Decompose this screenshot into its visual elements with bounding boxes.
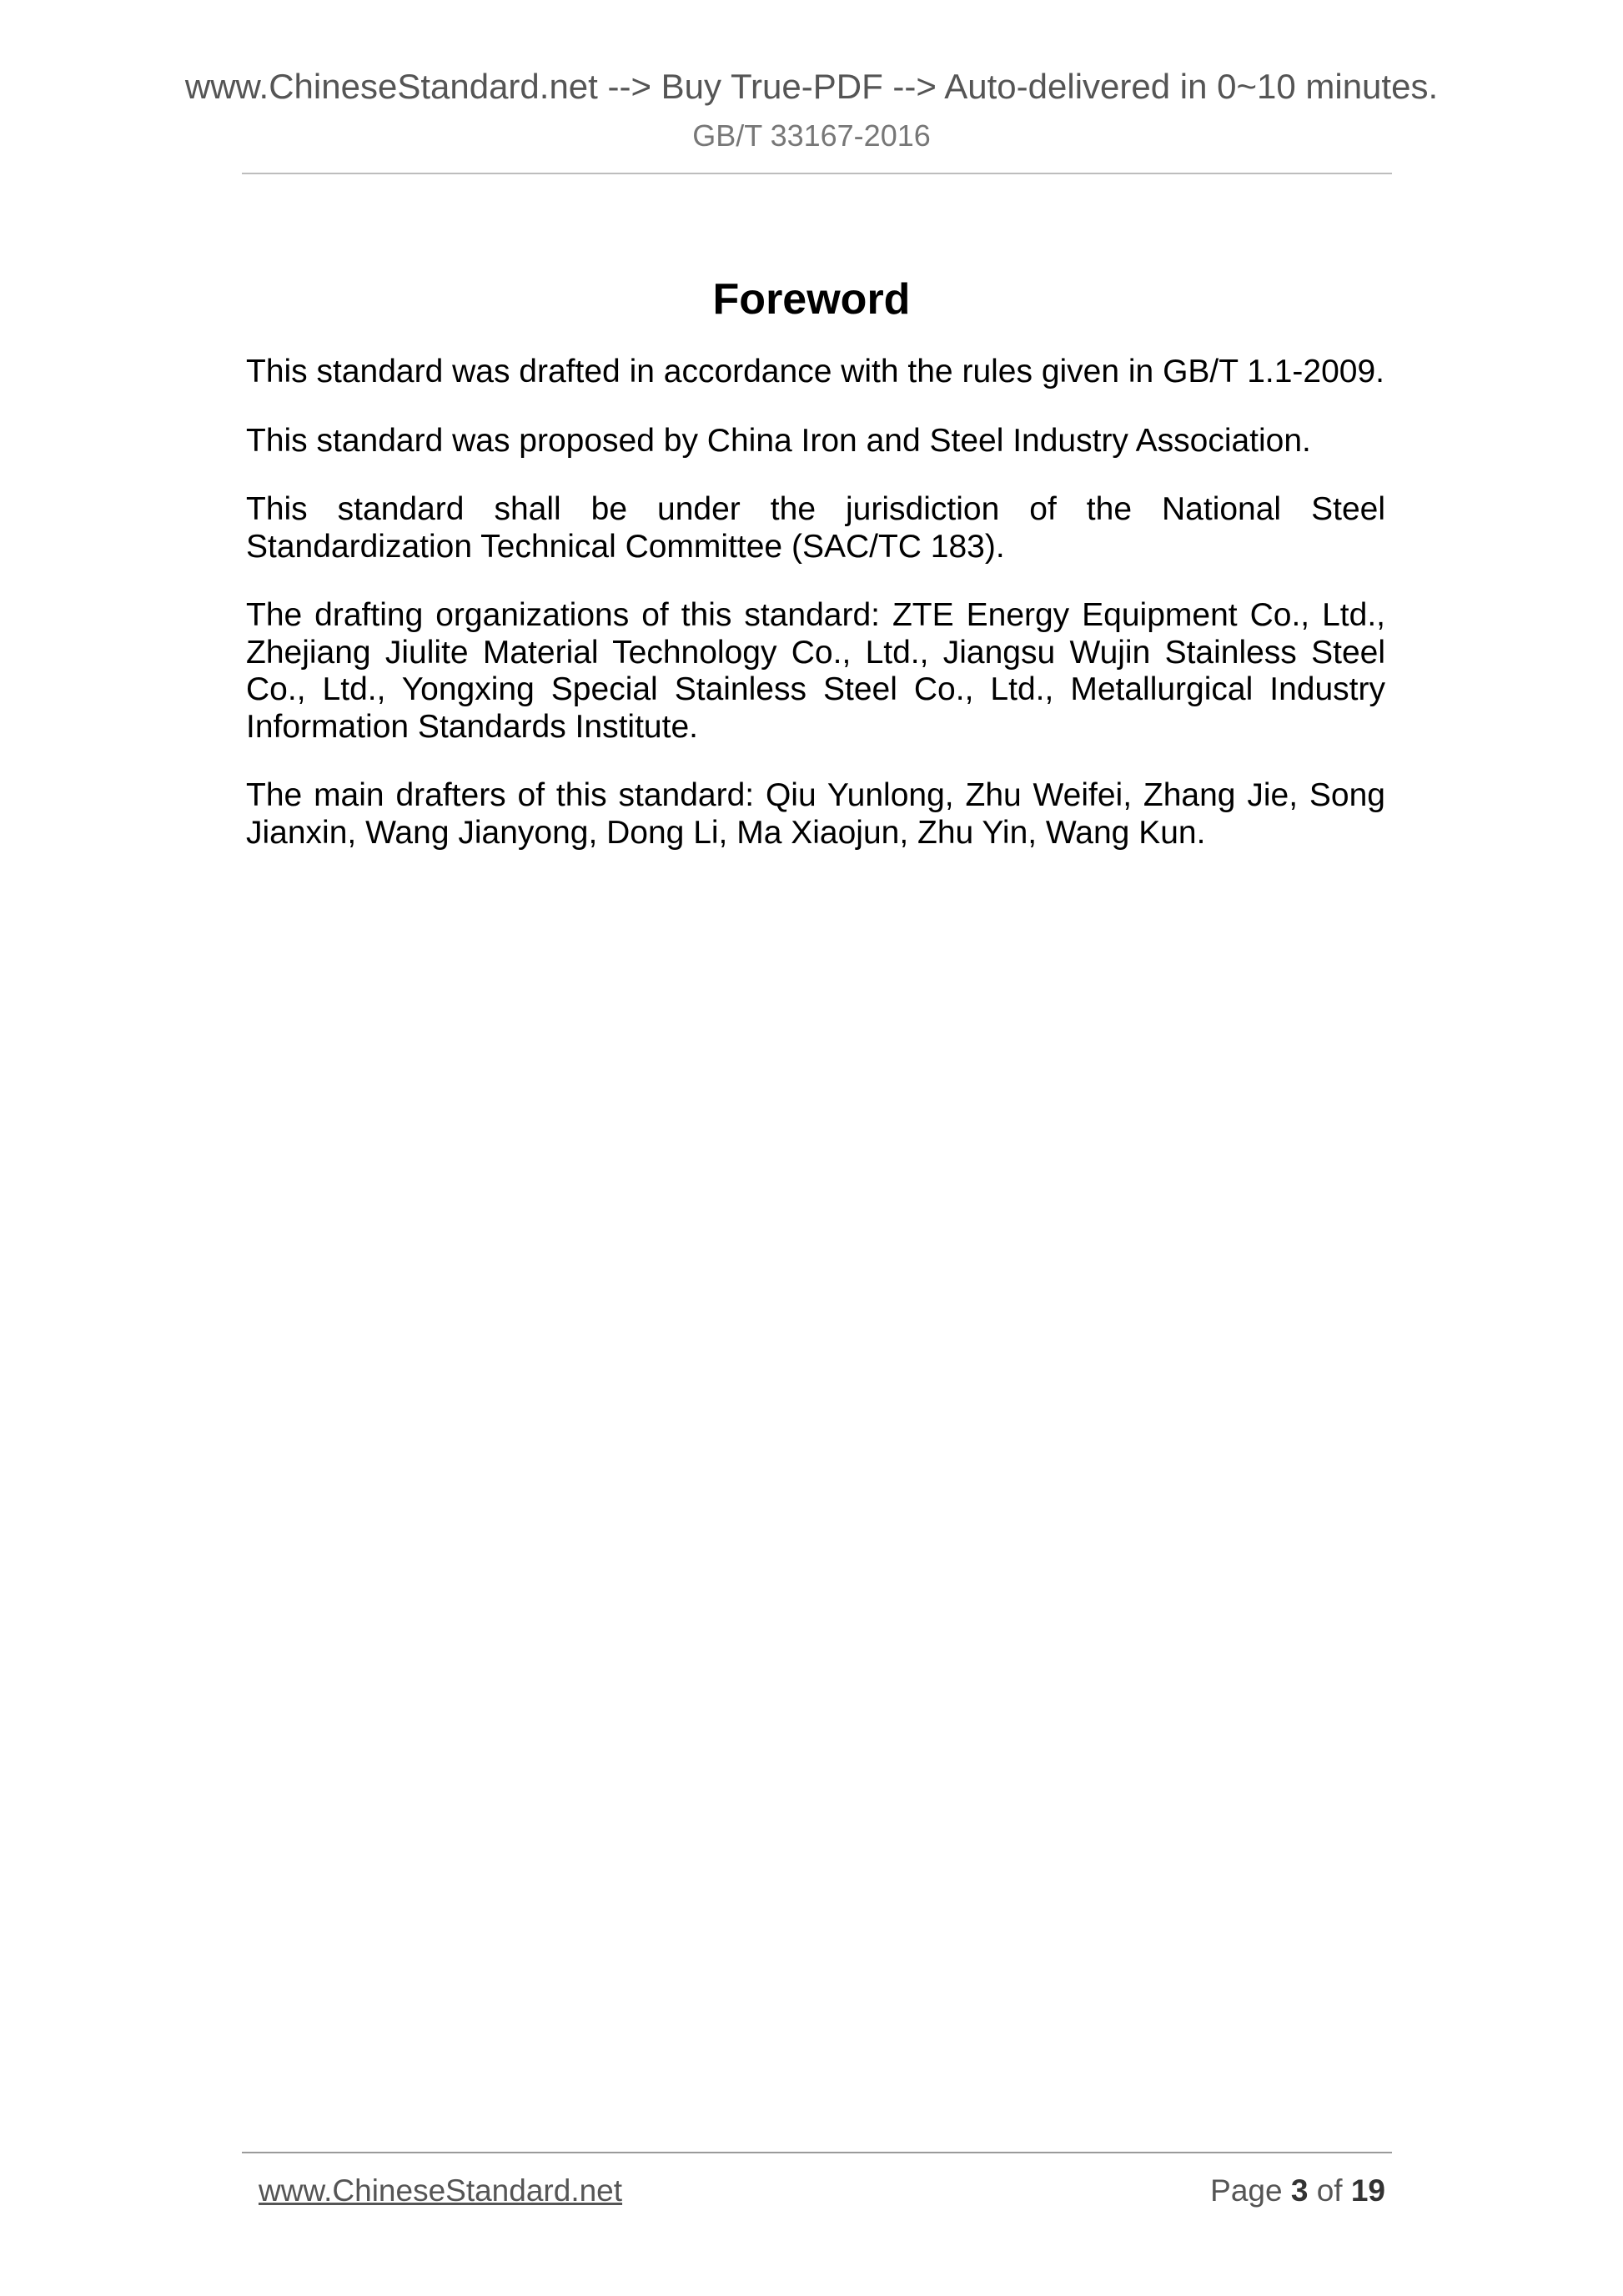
page-counter (1210, 2172, 1385, 2210)
paragraph-proposed-by: This standard was proposed by China Iron and Steel Industry Association. (246, 422, 1311, 459)
page-title: Foreword (712, 275, 911, 324)
footer-divider (242, 2152, 1392, 2153)
footer-website-link[interactable]: www.ChineseStandard.net (259, 2173, 623, 2208)
paragraph-jurisdiction: This standard shall be under the jurisdiction of the National Steel Standardization Technical Committee (SAC/TC 183). (246, 491, 1385, 565)
page-word: Page (1210, 2173, 1283, 2208)
current-page-number: 3 (1290, 2173, 1309, 2208)
header-divider (242, 173, 1392, 174)
paragraph-main-drafters: The main drafters of this standard: Qiu Yunlong, Zhu Weifei, Zhang Jie, Song Jianxin, Wang Jianyong, Dong Li, Ma Xiaojun, Zhu Yin, Wang Kun. (246, 777, 1385, 851)
total-pages-number: 19 (1350, 2173, 1385, 2208)
paragraph-drafting-organizations: The drafting organizations of this standard: ZTE Energy Equipment Co., Ltd., Zhejiang Jiulite Material Technology Co., Ltd., Jiangsu Wujin Stainless Steel Co., Ltd., Yongxing Special Stainless Steel Co., Ltd., Metallurgical Industry Information Standards Institute. (246, 597, 1385, 745)
top-banner: www.ChineseStandard.net --> Buy True-PDF --> Auto-delivered in 0~10 minutes. (184, 67, 1439, 106)
paragraph-drafting-rules: This standard was drafted in accordance with the rules given in GB/T 1.1-2009. (246, 354, 1385, 389)
foreword-body (246, 354, 1385, 883)
of-word: of (1316, 2173, 1343, 2208)
standard-code: GB/T 33167-2016 (692, 118, 931, 153)
